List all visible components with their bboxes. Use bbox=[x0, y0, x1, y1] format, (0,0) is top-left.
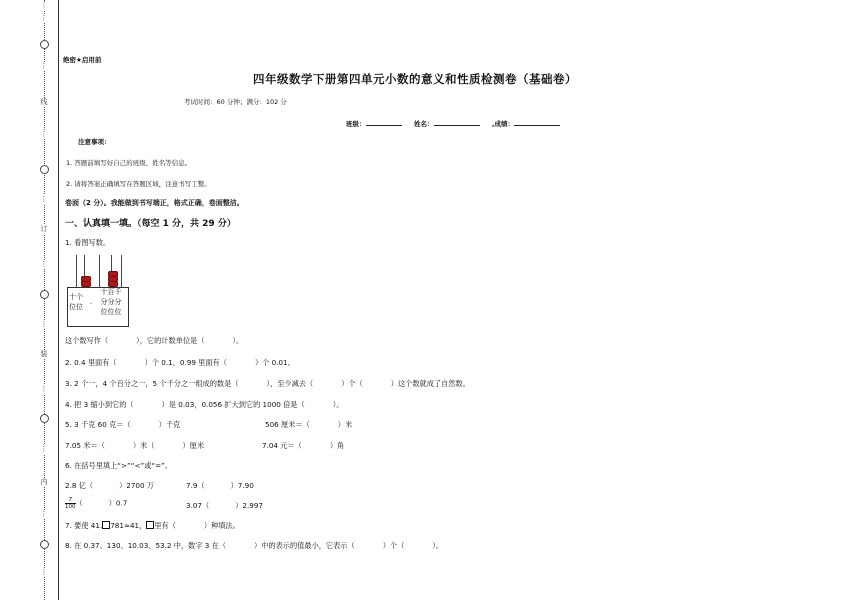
class-blank[interactable] bbox=[366, 118, 402, 126]
binding-hole bbox=[40, 540, 49, 549]
name-field bbox=[414, 118, 480, 128]
binding-hole bbox=[40, 290, 49, 299]
score-blank[interactable] bbox=[514, 118, 560, 126]
abacus-rod bbox=[76, 255, 77, 287]
abacus-place-box: 十个 位位 . 十百千 分分分 位位位 bbox=[67, 287, 129, 327]
question-4: 4. 把 3 缩小到它的（ ）是 0.03，0.056 扩大到它的 1000 倍是（ ）。 bbox=[65, 400, 344, 409]
binding-border-line bbox=[58, 0, 59, 600]
binding-margin bbox=[0, 0, 60, 608]
class-label: 班级： bbox=[346, 120, 366, 128]
counting-frame bbox=[67, 255, 129, 327]
notes-heading: 注意事项： bbox=[78, 138, 111, 146]
question-1-answer: 这个数写作（ ），它的计数单位是（ ）。 bbox=[65, 336, 244, 345]
question-6-row-2: $\frac{7}{100}$ （ ）0.7 bbox=[65, 497, 128, 510]
class-field bbox=[346, 118, 402, 128]
binding-label-nei: 内 bbox=[36, 478, 52, 487]
score-field bbox=[492, 118, 560, 128]
secret-mark: 绝密★启用前 bbox=[63, 56, 102, 64]
binding-label-ding: 订 bbox=[36, 225, 52, 234]
question-1-prompt: 1. 看图写数。 bbox=[65, 238, 111, 247]
score-label: ,成绩： bbox=[492, 120, 514, 128]
question-5-row-2: 7.05 米＝（ ）米（ ）厘米 bbox=[65, 441, 205, 450]
notes-item: 1. 答题前填写好自己的班级、姓名等信息。 bbox=[66, 159, 192, 167]
binding-hole bbox=[40, 414, 49, 423]
question-5-row-2b: 7.04 元＝（ ）角 bbox=[262, 441, 345, 450]
question-6-row-1b: 7.9（ ）7.90 bbox=[186, 481, 254, 490]
question-6-prompt: 6. 在括号里填上“>”“<”或“=”。 bbox=[65, 461, 173, 470]
name-label: 姓名： bbox=[414, 120, 434, 128]
paper-note: 卷面（2 分）。我能做到书写端正，格式正确，卷面整洁。 bbox=[65, 199, 244, 207]
page-title: 四年级数学下册第四单元小数的意义和性质检测卷（基础卷） bbox=[253, 72, 577, 86]
question-8: 8. 在 0.37、130、10.03、53.2 中，数字 3 在（ ）中的表示的值最小，它表示（ ）个（ ）。 bbox=[65, 541, 444, 550]
question-2: 2. 0.4 里面有（ ）个 0.1，0.99 里面有（ ）个 0.01。 bbox=[65, 358, 295, 367]
binding-hole bbox=[40, 40, 49, 49]
binding-label-zhuang: 装 bbox=[36, 350, 52, 359]
binding-column: ⋮ ⋮ ⋮ 线 ⋮ ⋮ 订 ⋮ ⋮ 装 ⋮ ⋮ 内 ⋮ ⋮ bbox=[36, 0, 52, 600]
question-6-row-1: 2.8 亿（ ）2700 万 bbox=[65, 481, 155, 490]
exam-info: 考试时间：60 分钟；满分：102 分 bbox=[184, 98, 287, 106]
question-6-row-2b: 3.07（ ）2.997 bbox=[186, 501, 263, 510]
binding-label-xian: 线 bbox=[36, 98, 52, 107]
question-5-row-1b: 506 厘米＝（ ）米 bbox=[265, 420, 353, 429]
question-3: 3. 2 个一，4 个百分之一，5 个千分之一组成的数是（ ），至少减去（ ）个（ ）这个数就成了自然数。 bbox=[65, 379, 470, 388]
abacus-rod bbox=[121, 255, 122, 287]
fraction: $\frac{7}{100}$ bbox=[65, 497, 76, 510]
binding-hole bbox=[40, 165, 49, 174]
abacus-rod bbox=[99, 255, 100, 287]
question-5-row-1: 5. 3 千克 60 克＝（ ）千克 bbox=[65, 420, 181, 429]
question-7: 7. 要使 41. 781≈41， 里有（ ）种填法。 bbox=[65, 521, 240, 530]
name-blank[interactable] bbox=[434, 118, 480, 126]
notes-item: 2. 请将答案正确填写在答题区域，注意书写工整。 bbox=[66, 180, 211, 188]
section-heading: 一、认真填一填。（每空 1 分，共 29 分） bbox=[65, 219, 236, 229]
